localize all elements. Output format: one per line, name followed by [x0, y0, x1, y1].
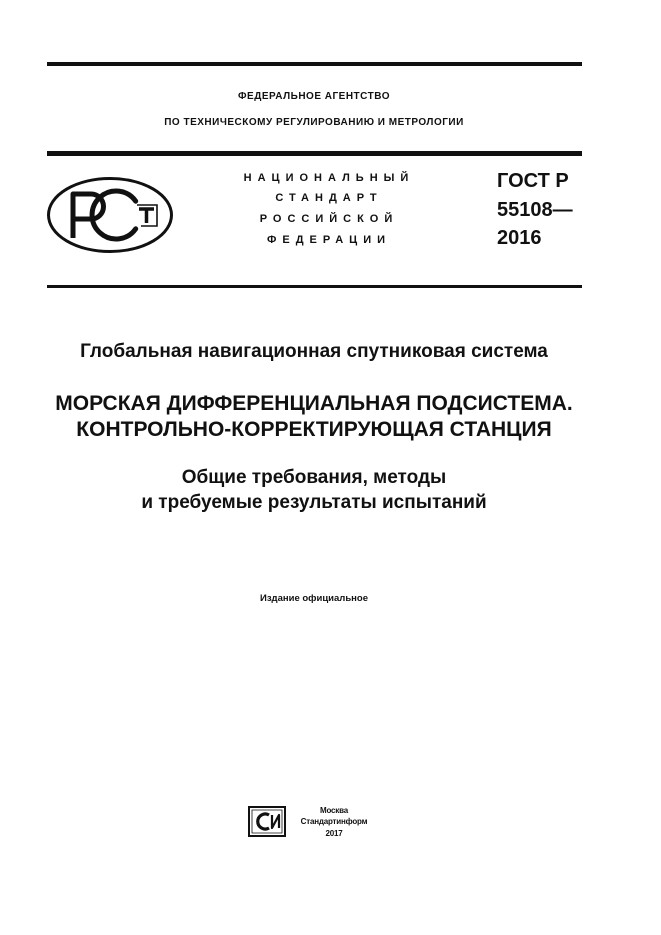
document-subtitle-line-1: МОРСКАЯ ДИФФЕРЕНЦИАЛЬНАЯ ПОДСИСТЕМА. — [55, 392, 573, 415]
publisher-name: Стандартинформ — [300, 817, 368, 826]
document-title: Глобальная навигационная спутниковая система — [80, 341, 548, 362]
agency-line-2: ПО ТЕХНИЧЕСКОМУ РЕГУЛИРОВАНИЮ И МЕТРОЛОГИИ — [164, 117, 464, 128]
designation-line-2: СТАНДАРТ — [275, 192, 383, 204]
designation-line-3: РОССИЙСКОЙ — [259, 213, 399, 225]
standartinform-logo-icon — [248, 806, 286, 837]
top-rule — [47, 62, 582, 66]
gost-prefix: ГОСТ Р — [497, 170, 569, 192]
document-description-line-2: и требуемые результаты испытаний — [141, 492, 487, 513]
document-description-line-1: Общие требования, методы — [181, 467, 447, 488]
document-subtitle-line-2: КОНТРОЛЬНО-КОРРЕКТИРУЮЩАЯ СТАНЦИЯ — [76, 418, 552, 441]
gost-number: 55108— — [497, 199, 573, 221]
designation-line-4: ФЕДЕРАЦИИ — [266, 234, 392, 246]
rst-emblem-icon — [46, 177, 174, 255]
publisher-city: Москва — [320, 806, 348, 815]
gost-year: 2016 — [497, 227, 542, 249]
edition-label: Издание официальное — [260, 593, 368, 604]
designation-rule — [47, 285, 582, 288]
agency-line-1: ФЕДЕРАЛЬНОЕ АГЕНТСТВО — [237, 91, 390, 102]
header-rule — [47, 151, 582, 156]
publisher-year: 2017 — [325, 829, 343, 838]
designation-line-1: НАЦИОНАЛЬНЫЙ — [243, 172, 415, 184]
